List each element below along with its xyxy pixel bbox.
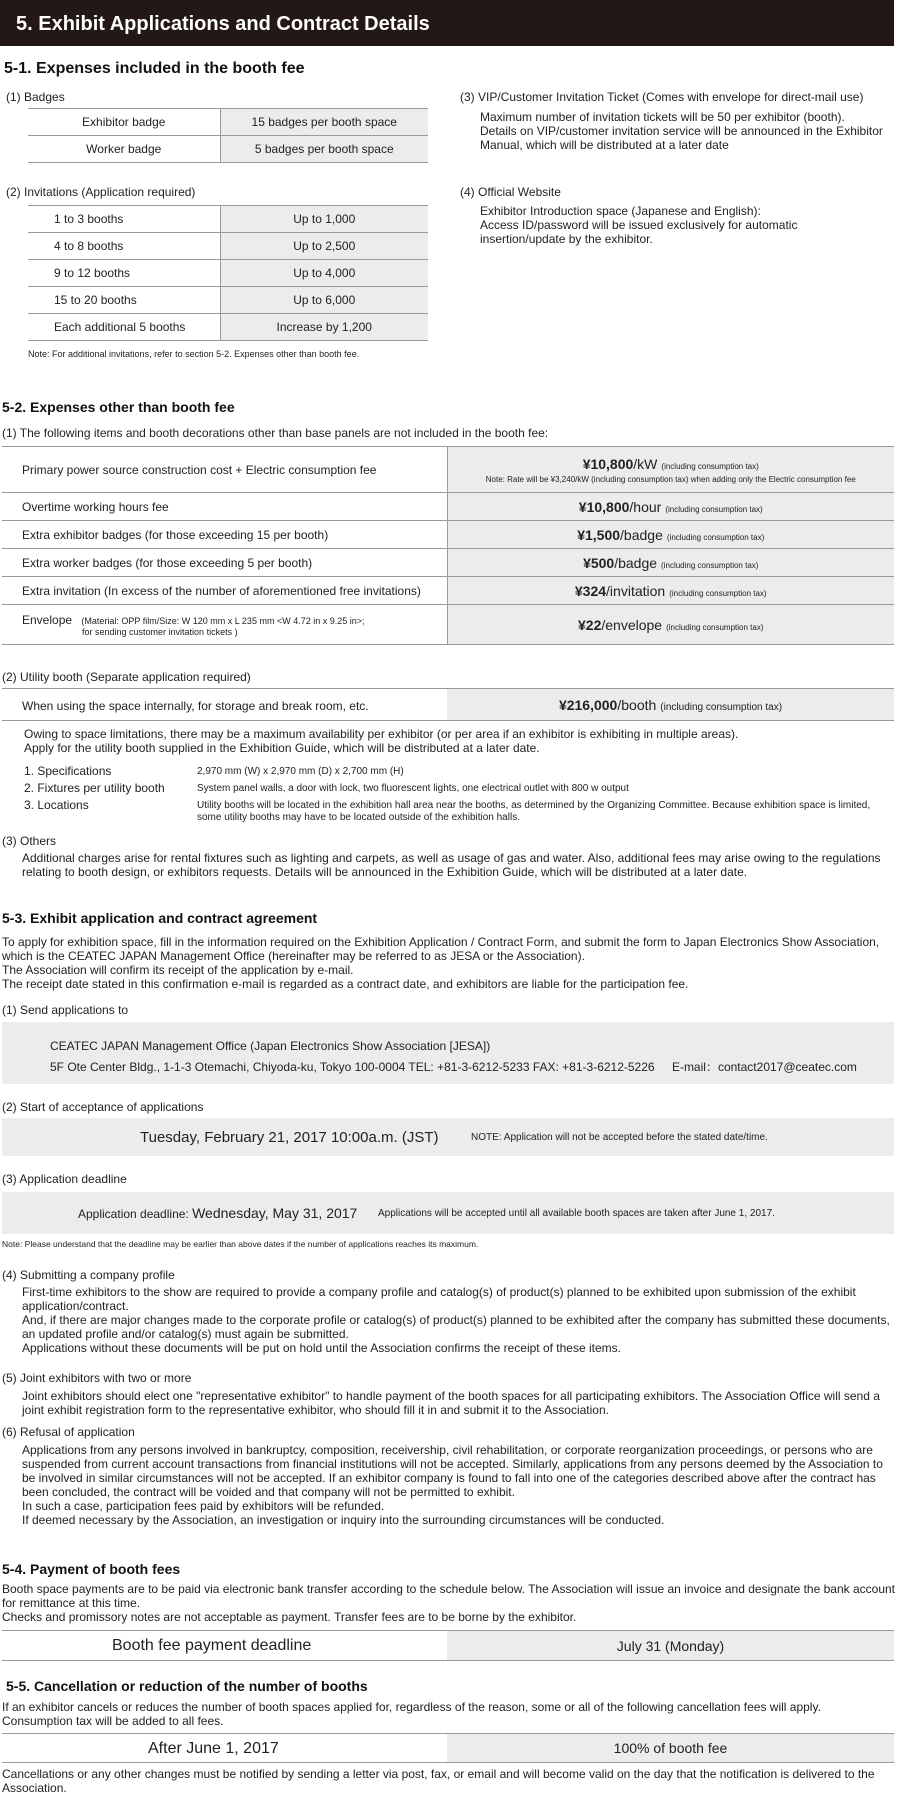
spec-value: Utility booths will be located in the exhibition hall area near the booths, as determined by the Organizing Committee. Because exhibition space is limited, some utility booths may have to be located outside of the exhibition halls.: [197, 800, 871, 823]
expense-label: Overtime working hours fee: [2, 493, 447, 521]
invitations-heading: (2) Invitations (Application required): [6, 185, 196, 199]
table-row: [2, 493, 894, 521]
deadline-heading: (3) Application deadline: [2, 1172, 127, 1186]
badges-table: [28, 108, 428, 163]
table-row: [28, 314, 428, 341]
invitations-table: [28, 205, 428, 341]
table-row: [28, 136, 428, 163]
expense-label: Primary power source construction cost + Electric consumption fee: [2, 447, 447, 493]
email-link[interactable]: contact2017@ceatec.com: [717, 1060, 857, 1074]
others-heading: (3) Others: [2, 834, 57, 848]
deadline-footnote: Note: Please understand that the deadline may be earlier than above dates if the number of applications reaches its maximum.: [2, 1239, 479, 1249]
refusal-text: Applications from any persons involved in bankruptcy, composition, receivership, civil rehabilitation, or corporate reorganization proceedings, or persons who are suspended from current account transactions from financial institutions will not be accepted. Similarly, applications from any persons deemed by the Association to be involved in similar circumstances will not be accepted. If an exhibitor company is found to fall into one of the categories described above after the contract has been concluded, the contract will be voided and that company will not be permitted to exhibit. In such a case, participation fees paid by exhibitors will be refunded. If deemed necessary by the Association, an investigation or inquiry into the surrounding circumstances will be conducted.: [22, 1443, 883, 1527]
table-row: [28, 233, 428, 260]
expense-label: Extra worker badges (for those exceeding 5 per booth): [2, 549, 447, 577]
expenses-intro: (1) The following items and booth decorations other than base panels are not included in the booth fee:: [2, 426, 549, 440]
divider: [2, 1762, 894, 1763]
spec-value: System panel walls, a door with lock, two fluorescent lights, one electrical outlet with 800 w output: [197, 783, 629, 794]
cancellation-label: After June 1, 2017: [148, 1740, 279, 1757]
booth-count: 4 to 8 booths: [28, 233, 220, 260]
website-heading: (4) Official Website: [460, 185, 561, 199]
start-note: NOTE: Application will not be accepted before the stated date/time.: [471, 1132, 768, 1143]
payment-text: Booth space payments are to be paid via electronic bank transfer according to the schedule below. The Association will issue an invoice and designate the bank account for remittance at this time. Checks and promissory notes are not acceptable as payment. Transfer fees are to be borne by the exhibitor.: [2, 1582, 895, 1624]
expense-price: ¥10,800/kW (including consumption tax) Note: Rate will be ¥3,240/kW (including consumption tax) when adding only the Electric consumption fee: [447, 447, 894, 493]
invitation-quota: Up to 6,000: [220, 287, 428, 314]
utility-price: ¥216,000/booth (including consumption tax): [447, 689, 894, 720]
power-rate-note: Note: Rate will be ¥3,240/kW (including consumption tax) when adding only the Electric consumption fee: [485, 474, 856, 484]
expense-label: Extra exhibitor badges (for those exceeding 15 per booth): [2, 521, 447, 549]
start-date: Tuesday, February 21, 2017 10:00a.m. (JST): [140, 1129, 439, 1146]
table-row: [2, 447, 894, 493]
website-text: Exhibitor Introduction space (Japanese and English): Access ID/password will be issued exclusively for automatic insertion/update by the exhibitor.: [480, 204, 798, 246]
table-row: [2, 549, 894, 577]
start-box: [2, 1118, 894, 1156]
invitation-quota: Up to 4,000: [220, 260, 428, 287]
utility-para: Owing to space limitations, there may be a maximum availability per exhibitor (or per area if an exhibitor is exhibiting in multiple areas). Apply for the utility booth supplied in the Exhibition Guide, which will be distributed at a later date.: [24, 727, 739, 755]
profile-heading: (4) Submitting a company profile: [2, 1268, 175, 1282]
table-row: [2, 521, 894, 549]
spec-label: 1. Specifications: [24, 764, 112, 778]
spec-label: 3. Locations: [24, 798, 89, 812]
office-address: 5F Ote Center Bldg., 1-1-3 Otemachi, Chiyoda-ku, Tokyo 100-0004 TEL: +81-3-6212-5233 FAX: +81-3-6212-5226 E-mail：contact2017@ceatec.com: [50, 1060, 857, 1074]
expense-price: ¥22/envelope (including consumption tax): [447, 605, 894, 645]
expenses-table: [2, 446, 894, 645]
badge-type: Exhibitor badge: [28, 109, 220, 136]
badges-heading: (1) Badges: [6, 90, 65, 104]
contact-box: [2, 1022, 894, 1084]
badge-type: Worker badge: [28, 136, 220, 163]
expense-price: ¥324/invitation (including consumption tax): [447, 577, 894, 605]
section-5-4-title: 5-4. Payment of booth fees: [2, 1561, 181, 1577]
expense-label: Extra invitation (In excess of the number of aforementioned free invitations): [2, 577, 447, 605]
joint-text: Joint exhibitors should elect one "representative exhibitor" to handle payment of the booth spaces for all participating exhibitors. The Association Office will send a joint exhibit registration form to the representative exhibitor, who should fill it in and submit it to the Association.: [22, 1389, 880, 1417]
vip-text: Maximum number of invitation tickets will be 50 per exhibitor (booth). Details on VIP/customer invitation service will be announced in the Exhibitor Manual, which will be distributed at a later date: [480, 110, 883, 152]
deadline-note: Applications will be accepted until all available booth spaces are taken after June 1, 2017.: [378, 1208, 775, 1219]
section-5-2-title: 5-2. Expenses other than booth fee: [2, 399, 235, 415]
badge-quota: 5 badges per booth space: [220, 136, 428, 163]
page-header: 5. Exhibit Applications and Contract Details: [0, 0, 894, 46]
table-row: [28, 260, 428, 287]
booth-count: 15 to 20 booths: [28, 287, 220, 314]
vip-heading: (3) VIP/Customer Invitation Ticket (Comes with envelope for direct-mail use): [460, 90, 864, 104]
booth-count: 9 to 12 booths: [28, 260, 220, 287]
table-row: [2, 605, 894, 645]
invitation-quota: Increase by 1,200: [220, 314, 428, 341]
spec-value: 2,970 mm (W) x 2,970 mm (D) x 2,700 mm (H): [197, 766, 404, 777]
payment-label: Booth fee payment deadline: [112, 1637, 312, 1654]
application-intro: To apply for exhibition space, fill in the information required on the Exhibition Application / Contract Form, and submit the form to Japan Electronics Show Association, which is the CEATEC JAPAN Management Office (hereinafter may be referred to as JESA or the Association). The Association will confirm its receipt of the application by e-mail. The receipt date stated in this confirmation e-mail is regarded as a contract date, and exhibitors are liable for the participation fee.: [2, 935, 880, 991]
invitation-quota: Up to 2,500: [220, 233, 428, 260]
table-row: [28, 287, 428, 314]
joint-heading: (5) Joint exhibitors with two or more: [2, 1371, 192, 1385]
start-heading: (2) Start of acceptance of applications: [2, 1100, 204, 1114]
refusal-heading: (6) Refusal of application: [2, 1425, 135, 1439]
invitations-note: Note: For additional invitations, refer to section 5-2. Expenses other than booth fee.: [28, 349, 360, 359]
booth-count: Each additional 5 booths: [28, 314, 220, 341]
table-row: [28, 109, 428, 136]
cancellation-fee: 100% of booth fee: [447, 1734, 894, 1762]
table-row: [28, 206, 428, 233]
table-row: [2, 577, 894, 605]
deadline-box: [2, 1192, 894, 1234]
expense-price: ¥10,800/hour (including consumption tax): [447, 493, 894, 521]
spec-label: 2. Fixtures per utility booth: [24, 781, 165, 795]
utility-heading: (2) Utility booth (Separate application required): [2, 670, 251, 684]
section-5-5-title: 5-5. Cancellation or reduction of the number of booths: [6, 1678, 368, 1694]
badge-quota: 15 badges per booth space: [220, 109, 428, 136]
email-label: E-mail：: [671, 1060, 718, 1074]
expense-price: ¥1,500/badge (including consumption tax): [447, 521, 894, 549]
office-name: CEATEC JAPAN Management Office (Japan Electronics Show Association [JESA]): [50, 1039, 491, 1053]
cancellation-notice: Cancellations or any other changes must be notified by sending a letter via post, fax, or email and will become valid on the day that the notification is delivered to the Association.: [2, 1767, 875, 1795]
send-heading: (1) Send applications to: [2, 1003, 129, 1017]
cancellation-text: If an exhibitor cancels or reduces the number of booth spaces applied for, regardless of the reason, some or all of the following cancellation fees will apply. Consumption tax will be added to all fees.: [2, 1700, 821, 1728]
others-text: Additional charges arise for rental fixtures such as lighting and carpets, as well as usage of gas and water. Also, additional fees may arise owing to the regulations relating to booth design, or exhibitors requests. Details will be announced in the Exhibition Guide, which will be distributed at a later date.: [22, 851, 881, 879]
divider: [2, 720, 894, 721]
divider: [2, 1660, 894, 1661]
expense-price: ¥500/badge (including consumption tax): [447, 549, 894, 577]
profile-text: First-time exhibitors to the show are required to provide a company profile and catalog(s) of product(s) planned to be exhibited upon submission of the exhibit application/contract. And, if there are major changes made to the corporate profile or catalog(s) of product(s) planned to be exhibited after the company has submitted these documents, an updated profile and/or catalog(s) must again be submitted. Applications without these documents will be put on hold until the Association confirms the receipt of these items.: [22, 1285, 890, 1355]
expense-label: Envelope (Material: OPP film/Size: W 120 mm x L 235 mm <W 4.72 in x 9.25 in>; for sending customer invitation tickets ): [2, 605, 447, 645]
deadline-text: Application deadline: Wednesday, May 31, 2017: [78, 1205, 358, 1221]
utility-label: When using the space internally, for storage and break room, etc.: [22, 699, 369, 713]
invitation-quota: Up to 1,000: [220, 206, 428, 233]
section-5-1-title: 5-1. Expenses included in the booth fee: [4, 60, 305, 77]
payment-deadline: July 31 (Monday): [447, 1631, 894, 1660]
booth-count: 1 to 3 booths: [28, 206, 220, 233]
section-5-3-title: 5-3. Exhibit application and contract agreement: [2, 910, 318, 926]
